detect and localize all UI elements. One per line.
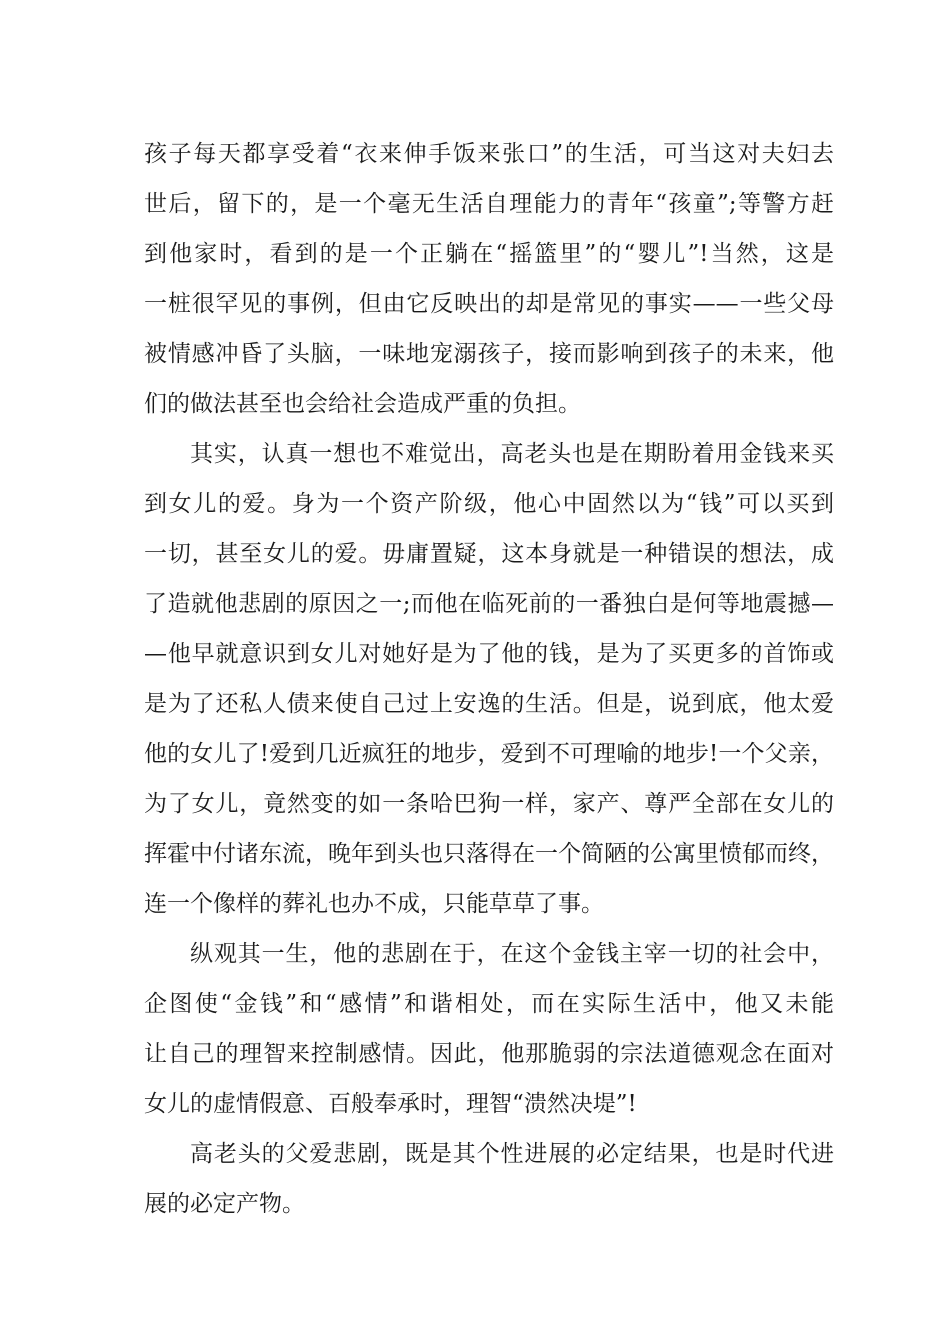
paragraph-4-line-2: 展的必定产物。	[144, 1191, 305, 1217]
paragraph-2-line-4: 了造就他悲剧的原因之一;而他在临死前的一番独白是何等地震撼—	[144, 591, 834, 617]
paragraph-2-line-5: —他早就意识到女儿对她好是为了他的钱，是为了买更多的首饰或	[144, 641, 834, 667]
paragraph-3-line-2: 企图使“金钱”和“感情”和谐相处，而在实际生活中，他又未能	[144, 991, 834, 1017]
paragraph-1-line-3: 到他家时，看到的是一个正躺在“摇篮里”的“婴儿”!当然，这是	[144, 241, 834, 267]
paragraph-4-line-1: 高老头的父爱悲剧，既是其个性进展的必定结果，也是时代进	[190, 1141, 834, 1167]
paragraph-3-line-3: 让自己的理智来控制感情。因此，他那脆弱的宗法道德观念在面对	[144, 1041, 834, 1067]
paragraph-1-line-5: 被情感冲昏了头脑，一味地宠溺孩子，接而影响到孩子的未来，他	[144, 341, 834, 367]
paragraph-2-line-1: 其实，认真一想也不难觉出，高老头也是在期盼着用金钱来买	[190, 441, 834, 467]
paragraph-2-line-6: 是为了还私人债来使自己过上安逸的生活。但是，说到底，他太爱	[144, 691, 834, 717]
paragraph-1-line-2: 世后，留下的，是一个毫无生活自理能力的青年“孩童”;等警方赶	[144, 191, 834, 217]
paragraph-2-line-9: 挥霍中付诸东流，晚年到头也只落得在一个简陋的公寓里愤郁而终，	[144, 841, 834, 867]
paragraph-2-line-7: 他的女儿了!爱到几近疯狂的地步，爱到不可理喻的地步!一个父亲，	[144, 741, 834, 767]
paragraph-2-line-2: 到女儿的爱。身为一个资产阶级，他心中固然以为“钱”可以买到	[144, 491, 834, 517]
paragraph-2-line-8: 为了女儿，竟然变的如一条哈巴狗一样，家产、尊严全部在女儿的	[144, 791, 834, 817]
paragraph-3-line-4: 女儿的虚情假意、百般奉承时，理智“溃然决堤”!	[144, 1091, 637, 1117]
paragraph-2-line-10: 连一个像样的葬礼也办不成，只能草草了事。	[144, 891, 604, 917]
paragraph-1-line-1: 孩子每天都享受着“衣来伸手饭来张口”的生活，可当这对夫妇去	[144, 141, 834, 167]
paragraph-2-line-3: 一切，甚至女儿的爱。毋庸置疑，这本身就是一种错误的想法，成	[144, 541, 834, 567]
paragraph-1-line-4: 一桩很罕见的事例，但由它反映出的却是常见的事实——一些父母	[144, 291, 834, 317]
paragraph-3-line-1: 纵观其一生，他的悲剧在于，在这个金钱主宰一切的社会中，	[190, 941, 834, 967]
paragraph-1-line-6: 们的做法甚至也会给社会造成严重的负担。	[144, 391, 581, 417]
